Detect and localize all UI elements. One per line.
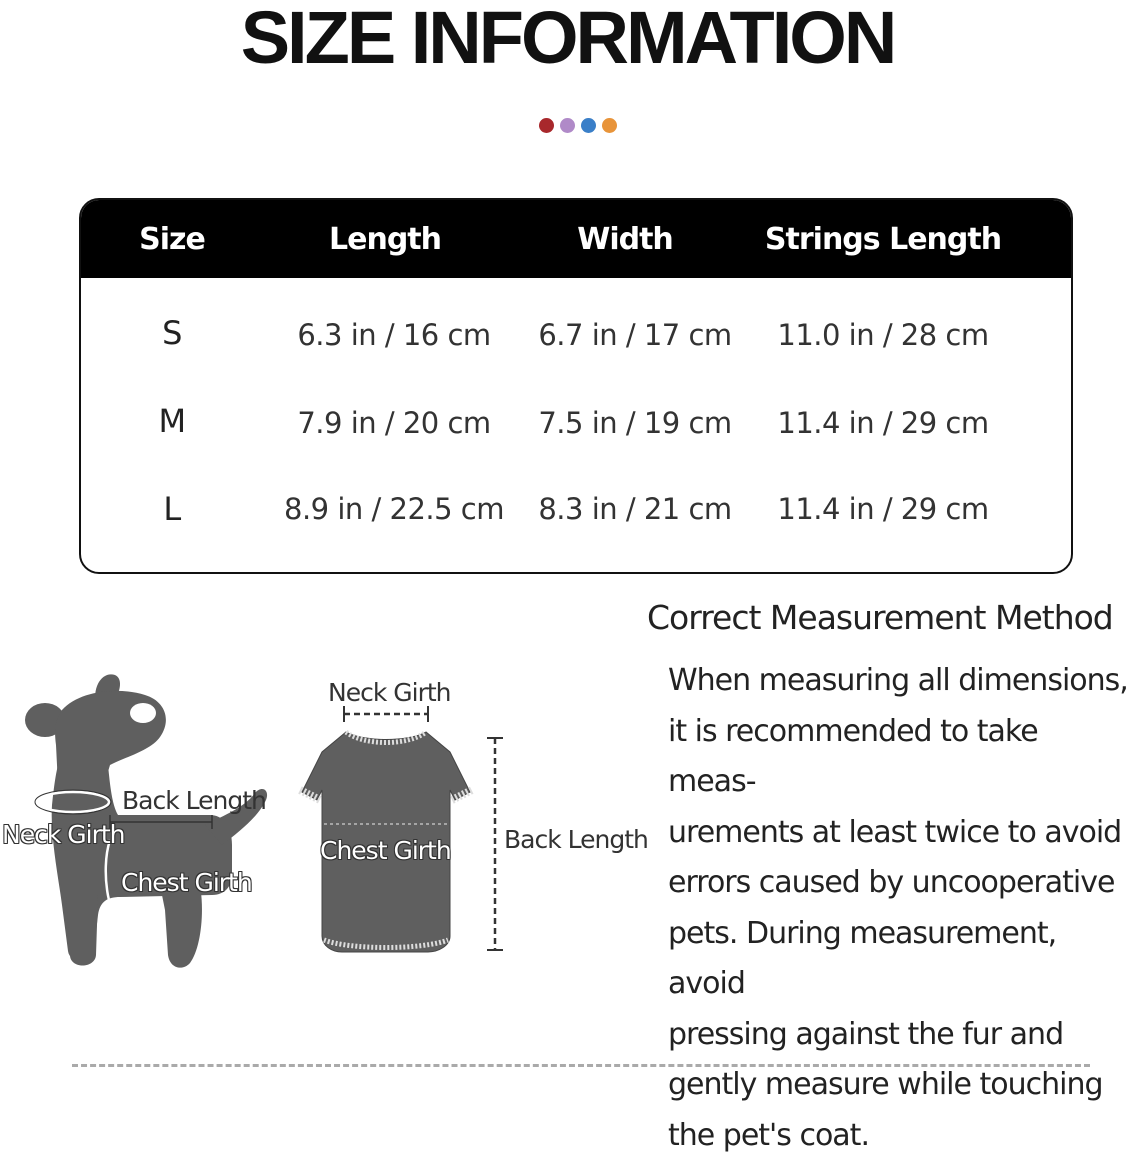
cell-length: 6.3 in / 16 cm xyxy=(297,318,491,352)
dog-neck-girth-label: Neck Girth xyxy=(2,820,125,849)
cell-width: 7.5 in / 19 cm xyxy=(538,406,732,440)
cell-strings-length: 11.0 in / 28 cm xyxy=(777,318,989,352)
cell-strings-length: 11.4 in / 29 cm xyxy=(777,492,989,526)
header-width: Width xyxy=(577,222,673,257)
method-description: When measuring all dimensions, it is recommended to take meas- urements at least twice to avoid errors caused by uncooperative pets. During measurement, avoid pressing against the fur and gently measure while touching the pet's coat. xyxy=(668,663,1128,1153)
shirt-neck-girth-label: Neck Girth xyxy=(328,678,451,707)
eye-icon xyxy=(130,703,156,723)
cell-length: 7.9 in / 20 cm xyxy=(297,406,491,440)
page-title: SIZE INFORMATION xyxy=(240,0,895,79)
header-size: Size xyxy=(139,222,205,257)
shirt-back-length-label: Back Length xyxy=(504,825,648,854)
header-length: Length xyxy=(329,222,441,257)
bottom-divider xyxy=(72,1064,1090,1067)
cell-width: 8.3 in / 21 cm xyxy=(538,492,732,526)
cell-strings-length: 11.4 in / 29 cm xyxy=(777,406,989,440)
color-dot-blue xyxy=(581,118,596,133)
cell-size: M xyxy=(158,402,186,440)
color-dot-purple xyxy=(560,118,575,133)
header-strings-length: Strings Length xyxy=(764,222,1002,257)
color-dots xyxy=(539,118,617,133)
color-dot-red xyxy=(539,118,554,133)
cell-size: L xyxy=(163,490,181,528)
shirt-chest-girth-label: Chest Girth xyxy=(320,836,451,865)
size-table-header xyxy=(81,200,1071,278)
cell-length: 8.9 in / 22.5 cm xyxy=(284,492,504,526)
size-table xyxy=(79,198,1073,574)
dog-back-length-label: Back Length xyxy=(122,786,266,815)
cell-width: 6.7 in / 17 cm xyxy=(538,318,732,352)
color-dot-orange xyxy=(602,118,617,133)
method-title: Correct Measurement Method xyxy=(647,598,1113,637)
cell-size: S xyxy=(162,314,182,352)
dog-chest-girth-label: Chest Girth xyxy=(121,868,252,897)
shirt-measurement-diagram xyxy=(290,700,520,970)
